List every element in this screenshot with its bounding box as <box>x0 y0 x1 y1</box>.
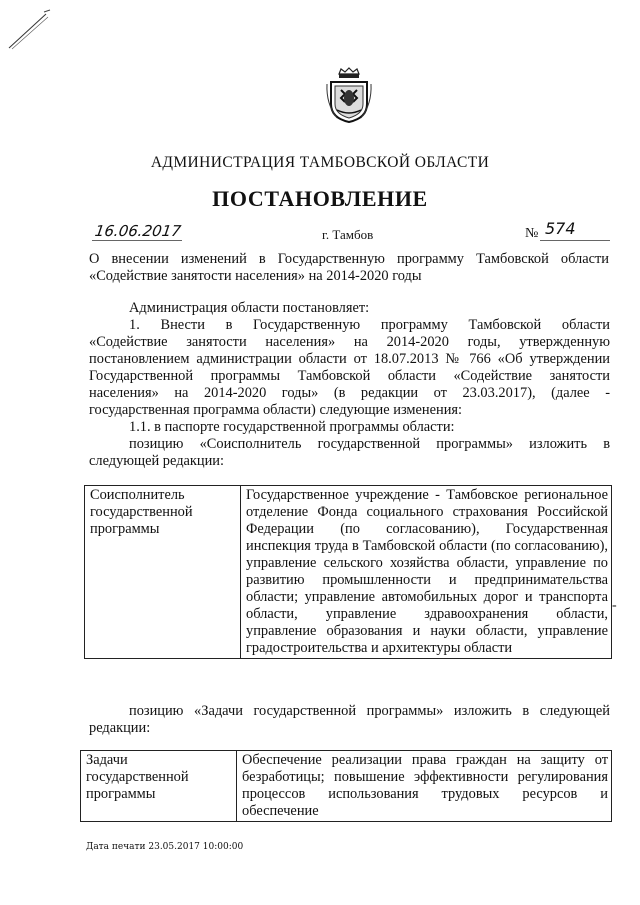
paragraph-line: Государственной программы Тамбовской области «Содействие занятости <box>89 368 610 384</box>
handwritten-number: 574 <box>545 219 576 238</box>
subject-line: «Содействие занятости населения» на 2014-2020 годы <box>89 268 422 284</box>
table-label-cell: Задачи государственной программы <box>81 751 237 822</box>
table-label-cell: Соисполнитель государственной программы <box>85 486 241 659</box>
table-row <box>85 486 612 659</box>
paragraph-line: «Содействие занятости населения» на 2014-2020 годы, утвержденную <box>89 334 610 350</box>
intro-paragraph: Администрация области постановляет: <box>129 300 370 316</box>
co-executor-table <box>84 485 612 659</box>
paragraph-line: государственная программа области) следующие изменения: <box>89 402 463 418</box>
coat-of-arms-emblem <box>325 66 373 124</box>
table-value-cell: Государственное учреждение - Тамбовское региональное отделение Фонда социального страхования Российской Федерации (по согласованию), Государственная инспекция труда в Тамбовской области (по согласованию), управление сельского хозяйства области, управление по развитию промышленности и предпринимательства области; управление автомобильных дорог и транспорта области, управление здравоохранения области, управление образования и науки области, управление градостроительства и архитектуры области <box>241 486 612 659</box>
paragraph-line: позицию «Задачи государственной программы» изложить в следующей <box>129 703 610 719</box>
paragraph-line: редакции: <box>89 720 151 736</box>
table-row <box>81 751 612 822</box>
paragraph-line: населения» на 2014-2020 годы» (в редакции от 23.03.2017), (далее - <box>89 385 610 401</box>
document-subject <box>89 251 609 285</box>
subject-line: О внесении изменений в Государственную программу Тамбовской области <box>89 251 609 267</box>
print-date-footer: Дата печати 23.05.2017 10:00:00 <box>86 842 244 852</box>
margin-dash: - <box>612 598 617 613</box>
number-underline <box>540 239 610 242</box>
tasks-table <box>80 750 612 822</box>
position2-paragraph <box>89 703 610 737</box>
paragraph-line: следующей редакции: <box>89 453 224 469</box>
position1-paragraph <box>89 436 610 470</box>
date-underline <box>92 239 182 242</box>
item1-paragraph <box>89 317 610 419</box>
administration-name: АДМИНИСТРАЦИЯ ТАМБОВСКОЙ ОБЛАСТИ <box>150 154 490 171</box>
document-type-title: ПОСТАНОВЛЕНИЕ <box>212 186 428 211</box>
table-value-cell: Обеспечение реализации права граждан на защиту от безработицы; повышение эффективности регулирования процессов использования трудовых ресурсов и обеспечение <box>237 751 612 822</box>
city-label: г. Тамбов <box>322 227 374 242</box>
item1-1-paragraph: 1.1. в паспорте государственной программы области: <box>129 419 455 435</box>
number-label: № <box>525 226 539 241</box>
handwritten-date: 16.06.2017 <box>93 222 183 240</box>
paragraph-line: 1. Внести в Государственную программу Тамбовской области <box>129 317 610 333</box>
paragraph-line: позицию «Соисполнитель государственной программы» изложить в <box>129 436 610 452</box>
pen-mark <box>6 8 54 52</box>
paragraph-line: постановлением администрации области от 18.07.2013 № 766 «Об утверждении <box>89 351 610 367</box>
